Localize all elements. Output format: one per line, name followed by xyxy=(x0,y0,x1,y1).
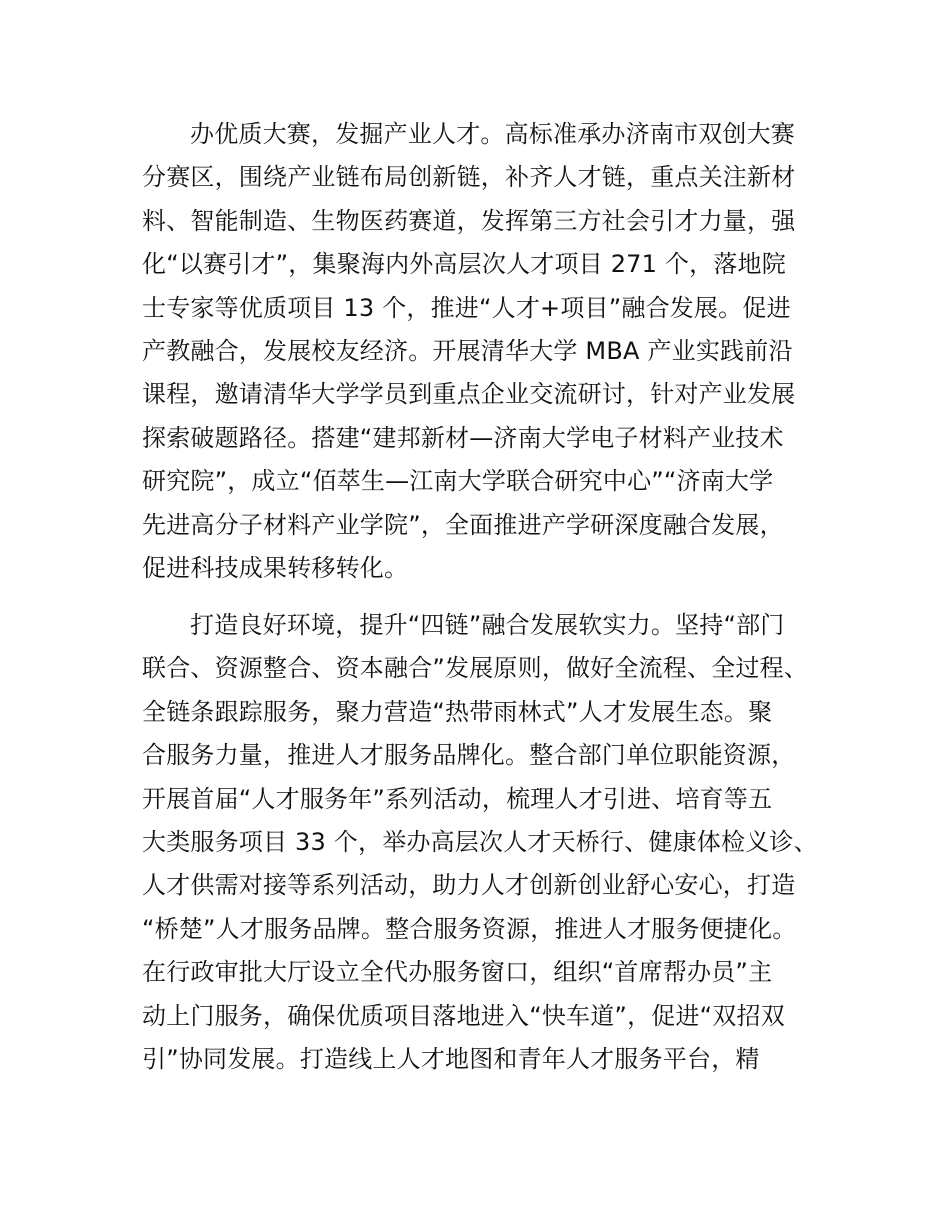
paragraph-line: 研究院”，成立“佰萃生—江南大学联合研究中心”“济南大学 xyxy=(142,467,774,496)
paragraph-line: 动上门服务，确保优质项目落地进入“快车道”，促进“双招双 xyxy=(142,1001,785,1030)
paragraph-line: 在行政审批大厅设立全代办服务窗口，组织“首席帮办员”主 xyxy=(142,958,773,987)
paragraph-line: 课程，邀请清华大学学员到重点企业交流研讨，针对产业发展 xyxy=(142,380,796,409)
paragraph-line: 分赛区，围绕产业链布局创新链，补齐人才链，重点关注新材 xyxy=(142,163,796,192)
paragraph-line: 探索破题路径。搭建“建邦新材—济南大学电子材料产业技术 xyxy=(142,423,784,452)
paragraph-line: 引”协同发展。打造线上人才地图和青年人才服务平台，精 xyxy=(142,1044,760,1073)
paragraph-line: 化“以赛引才”，集聚海内外高层次人才项目 271 个，落地院 xyxy=(142,250,786,279)
paragraph-line: 士专家等优质项目 13 个，推进“人才+项目”融合发展。促进 xyxy=(142,293,791,322)
paragraph-line: 开展首届“人才服务年”系列活动，梳理人才引进、培育等五 xyxy=(142,784,773,813)
paragraph-line: 办优质大赛，发掘产业人才。高标准承办济南市双创大赛 xyxy=(190,120,795,148)
paragraph-service-environment xyxy=(142,604,832,1081)
paragraph-line: 联合、资源整合、资本融合”发展原则，做好全流程、全过程、 xyxy=(142,654,809,683)
paragraph-line: 全链条跟踪服务，聚力营造“热带雨林式”人才发展生态。聚 xyxy=(142,697,773,726)
paragraph-line: 产教融合，发展校友经济。开展清华大学 MBA 产业实践前沿 xyxy=(142,336,793,365)
paragraph-line: 大类服务项目 33 个，举办高层次人才天桥行、健康体检义诊、 xyxy=(142,827,818,856)
paragraph-line: 打造良好环境，提升“四链”融合发展软实力。坚持“部门 xyxy=(190,611,785,639)
paragraph-line: “桥楚”人才服务品牌。整合服务资源，推进人才服务便捷化。 xyxy=(142,914,797,943)
paragraph-line: 料、智能制造、生物医药赛道，发挥第三方社会引才力量，强 xyxy=(142,206,796,235)
paragraph-talent-competition xyxy=(142,113,832,590)
paragraph-line: 合服务力量，推进人才服务品牌化。整合部门单位职能资源， xyxy=(142,741,796,770)
paragraph-line: 先进高分子材料产业学院”，全面推进产学研深度融合发展， xyxy=(142,510,784,539)
paragraph-line: 促进科技成果转移转化。 xyxy=(142,553,409,582)
paragraph-line: 人才供需对接等系列活动，助力人才创新创业舒心安心，打造 xyxy=(142,871,796,900)
